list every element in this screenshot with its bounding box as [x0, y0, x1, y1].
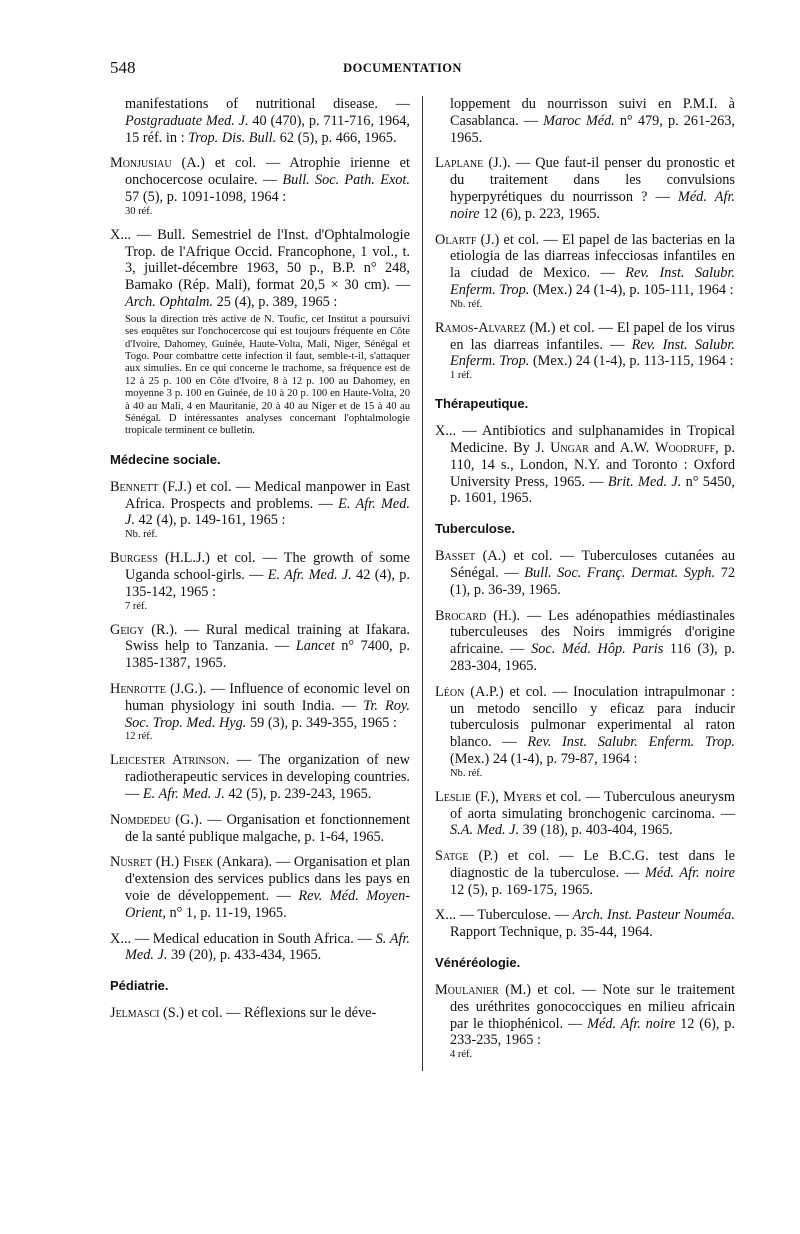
abstract-text: Sous la direction très active de N. Toufic, cet Institut a poursuivi ses enquêtes sur l'onchocercose qui est toujours fréquente en Côte d'Ivoire, Dahomey, Guinée, Haute-Volta, Mali, Niger, Sénégal et Togo. Pour combattre cette infection il faut, semble-t-il, s'attaquer aux simulies. En ce qui concerne le trachome, sa fréquence est de 12 à 25 p. 100 en Côte d'Ivoire, 8 à 12 p. 100 au Dahomey, en moyenne 3 p. 100 en Guinée, de 10 à 20 p. 100 en Haute-Volta, 20 à 40 au Mali, 4 en Mauritanie, 20 à 40 au Niger et de 15 à 40 au Sénégal. D intéressantes analyses concernant l'ophtalmologie tropicale terminent ce bulletin. [125, 313, 410, 437]
bibliography-entry: Basset (A.) et col. — Tuberculoses cutanées au Sénégal. — Bull. Soc. Franç. Dermat. Syph. 72 (1), p. 36-39, 1965. [435, 548, 735, 598]
bibliography-entry: Ramos-Alvarez (M.) et col. — El papel de los virus en las diarreas infantiles. — Rev. Inst. Salubr. Enferm. Trop. (Mex.) 24 (1-4), p. 113-115, 1964 : 1 réf. [435, 319, 735, 382]
bibliography-entry: Laplane (J.). — Que faut-il penser du pronostic et du traitement dans les convulsions hyperpyrétiques du nourrisson ? — Méd. Afr. noire 12 (6), p. 223, 1965. [435, 155, 735, 222]
bibliography-entry: X... — Antibiotics and sulphanamides in Tropical Medicine. By J. Ungar and A.W. Woodruff, p. 110, 14 s., London, N.Y. and Toronto : Oxford University Press, 1965. — Brit. Med. J. n° 5450, p. 1601, 1965. [435, 423, 735, 507]
bibliography-entry: Leslie (F.), Myers et col. — Tuberculous aneurysm of aorta simulating bronchogenic carcinoma. — S.A. Med. J. 39 (18), p. 403-404, 1965. [435, 788, 736, 839]
section-heading: Pédiatrie. [110, 978, 169, 994]
bibliography-entry: X... — Tuberculose. — Arch. Inst. Pasteur Nouméa. Rapport Technique, p. 35-44, 1964. [435, 907, 735, 941]
reference-count: Nb. réf. [450, 767, 483, 779]
bibliography-entry: Bennett (F.J.) et col. — Medical manpower in East Africa. Prospects and problems. — E. Afr. Med. J. 42 (4), p. 149-161, 1965 : Nb. réf. [110, 478, 410, 541]
bibliography-entry: Geigy (R.). — Rural medical training at Ifakara. Swiss help to Tanzania. — Lancet n° 7400, p. 1385-1387, 1965. [110, 621, 411, 672]
section-heading: Tuberculose. [435, 521, 515, 537]
bibliography-entry: Nomdedeu (G.). — Organisation et fonctionnement de la santé publique malgache, p. 1-64, 1965. [110, 811, 410, 845]
reference-count: 1 réf. [450, 370, 473, 382]
reference-count: Nb. réf. [125, 529, 158, 541]
section-heading: Thérapeutique. [435, 396, 529, 412]
reference-count: 12 réf. [125, 731, 153, 743]
column-divider [422, 96, 423, 1071]
reference-count: Nb. réf. [450, 298, 483, 310]
section-heading: Vénéréologie. [435, 955, 521, 971]
reference-count: 30 réf. [125, 205, 153, 217]
right-column [435, 96, 735, 1070]
bibliography-entry: Monjusiau (A.) et col. — Atrophie irienne et onchocercose oculaire. — Bull. Soc. Path. Exot. 57 (5), p. 1091-1098, 1964 : 30 réf. [110, 155, 410, 217]
running-title: DOCUMENTATION [343, 61, 462, 75]
bibliography-entry: Burgess (H.L.J.) et col. — The growth of some Uganda school-girls. — E. Afr. Med. J. 42 (4), p. 135-142, 1965 : 7 réf. [110, 550, 410, 612]
left-column [110, 96, 410, 1031]
reference-count: 4 réf. [450, 1049, 473, 1061]
bibliography-entry: loppement du nourrisson suivi en P.M.I. à Casablanca. — Maroc Méd. n° 479, p. 261-263, 1965. [450, 96, 735, 146]
bibliography-entry: Olartf (J.) et col. — El papel de las bacterias en la etiologia de las diarreas infecciosas infantiles en la ciudad de Mexico. — Rev. Inst. Salubr. Enferm. Trop. (Mex.) 24 (1-4), p. 105-111, 1964 : Nb. réf. [435, 231, 735, 310]
bibliography-entry: manifestations of nutritional disease. — Postgraduate Med. J. 40 (470), p. 711-716, 1964, 15 réf. in : Trop. Dis. Bull. 62 (5), p. 466, 1965. [125, 96, 411, 146]
bibliography-entry: Nusret (H.) Fisek (Ankara). — Organisation et plan d'extension des services publics dans les pays en voie de développement. — Rev. Méd. Moyen-Orient, n° 1, p. 11-19, 1965. [110, 854, 410, 921]
bibliography-entry: Leicester Atrinson. — The organization of new radiotherapeutic services in developing countries. — E. Afr. Med. J. 42 (5), p. 239-243, 1965. [110, 752, 410, 802]
bibliography-entry: Brocard (H.). — Les adénopathies médiastinales tuberculeuses des Noirs immigrés d'origine africaine. — Soc. Méd. Hôp. Paris 116 (3), p. 283-304, 1965. [435, 607, 735, 674]
bibliography-entry: Jelmasci (S.) et col. — Réflexions sur le déve- [110, 1005, 377, 1022]
bibliography-entry: Moulanier (M.) et col. — Note sur le traitement des uréthrites gonococciques en milieu africain par le thiophénicol. — Méd. Afr. noire 12 (6), p. 233-235, 1965 : 4 réf. [435, 982, 735, 1061]
bibliography-entry: Léon (A.P.) et col. — Inoculation intrapulmonar : un metodo sencillo y eficaz para inducir tuberculosis pulmonar experimental al raton blanco. — Rev. Inst. Salubr. Enferm. Trop. (Mex.) 24 (1-4), p. 79-87, 1964 : Nb. réf. [435, 683, 735, 779]
page-number: 548 [110, 58, 136, 77]
bibliography-entry: Henrotte (J.G.). — Influence of economic level on human physiology ini south India. — Tr. Roy. Soc. Trop. Med. Hyg. 59 (3), p. 349-355, 1965 : 12 réf. [110, 681, 410, 743]
reference-count: 7 réf. [125, 600, 148, 612]
section-heading: Médecine sociale. [110, 451, 221, 467]
bibliography-entry: Satge (P.) et col. — Le B.C.G. test dans le diagnostic de la tuberculose. — Méd. Afr. noire 12 (5), p. 169-175, 1965. [435, 848, 735, 898]
bibliography-entry: X... — Bull. Semestriel de l'Inst. d'Ophtalmologie Trop. de l'Afrique Occid. Francophone, 1 vol., t. 3, juillet-décembre 1963, 50 p., B.P. n° 248, Bamako (Rép. Mali), format 20,5 × 30 cm). — Arch. Ophtalm. 25 (4), p. 389, 1965 : [110, 226, 410, 310]
bibliography-entry: X... — Medical education in South Africa. — S. Afr. Med. J. 39 (20), p. 433-434, 1965. [110, 930, 410, 964]
page-header [110, 58, 695, 82]
